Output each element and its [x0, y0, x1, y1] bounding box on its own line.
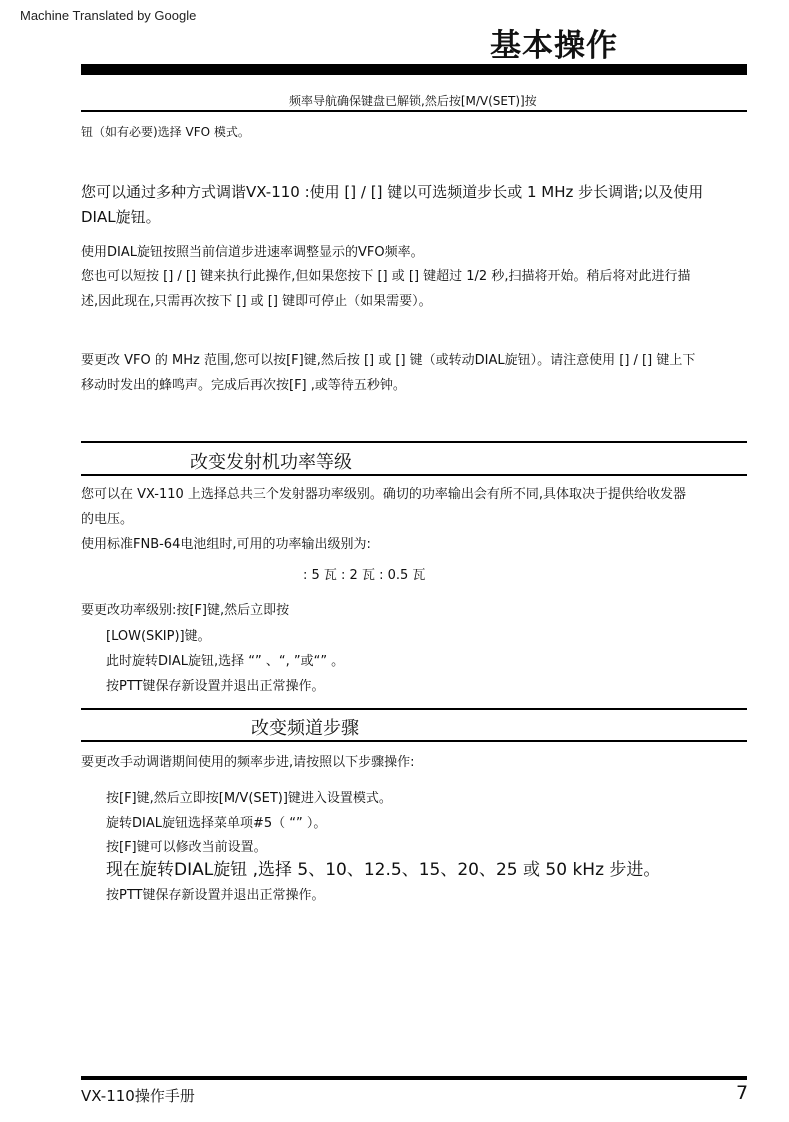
power-line1: 您可以在 VX-110 上选择总共三个发射器功率级别。确切的功率输出会有所不同,具体取决于提供给收发器 — [81, 487, 687, 502]
step-section-top-rule — [81, 708, 747, 710]
power-line2: 的电压。 — [81, 512, 134, 527]
channel-step-4: 现在旋转DIAL旋钮 ,选择 5、10、12.5、15、20、25 或 50 kHz 步进。 — [106, 860, 661, 880]
power-section-bottom-rule — [81, 474, 747, 476]
channel-step-1: 按[F]键,然后立即按[M/V(SET)]键进入设置模式。 — [106, 791, 392, 806]
mhz-line1: 要更改 VFO 的 MHz 范围,您可以按[F]键,然后按 [] 或 [] 键（或转动DIAL旋钮）。请注意使用 [] / [] 键上下 — [81, 353, 696, 368]
power-step-1: [LOW(SKIP)]键。 — [106, 629, 211, 644]
footer-rule — [81, 1076, 747, 1080]
power-step-intro: 要更改功率级别:按[F]键,然后立即按 — [81, 603, 290, 618]
channel-step-5: 按PTT键保存新设置并退出正常操作。 — [106, 888, 325, 903]
step-section-heading: 改变频道步骤 — [251, 718, 359, 739]
mhz-line2: 移动时发出的蜂鸣声。完成后再次按[F] ,或等待五秒钟。 — [81, 378, 406, 393]
dial-line1: 使用DIAL旋钮按照当前信道步进速率调整显示的VFO频率。 — [81, 245, 424, 260]
machine-translation-watermark: Machine Translated by Google — [20, 8, 197, 23]
channel-step-2: 旋转DIAL旋钮选择菜单项#5（ “” ）。 — [106, 816, 327, 831]
power-section-top-rule — [81, 441, 747, 443]
footer-manual-title: VX-110操作手册 — [81, 1087, 195, 1105]
power-section-heading: 改变发射机功率等级 — [190, 452, 352, 473]
page-number: 7 — [736, 1082, 749, 1104]
intro-line2: DIAL旋钮。 — [81, 208, 161, 226]
power-levels: : 5 瓦 : 2 瓦 : 0.5 瓦 — [303, 568, 426, 583]
power-line3: 使用标准FNB-64电池组时,可用的功率输出级别为: — [81, 537, 371, 552]
header-thick-rule — [81, 64, 747, 75]
top-note-line1: 频率导航确保键盘已解锁,然后按[M/V(SET)]按 — [289, 94, 537, 108]
intro-line1: 您可以通过多种方式调谐VX-110 :使用 [] / [] 键以可选频道步长或 1 MHz 步长调谐;以及使用 — [81, 183, 704, 201]
top-note-rule — [81, 110, 747, 112]
power-step-3: 按PTT键保存新设置并退出正常操作。 — [106, 679, 325, 694]
power-step-2: 此时旋转DIAL旋钮,选择 “” 、“, ”或“” 。 — [106, 654, 345, 669]
page-title: 基本操作 — [490, 28, 618, 64]
step-section-bottom-rule — [81, 740, 747, 742]
channel-step-3: 按[F]键可以修改当前设置。 — [106, 840, 267, 855]
top-note-line2: 钮（如有必要)选择 VFO 模式。 — [81, 125, 250, 139]
dial-line3: 述,因此现在,只需再次按下 [] 或 [] 键即可停止（如果需要）。 — [81, 294, 432, 309]
step-intro: 要更改手动调谐期间使用的频率步进,请按照以下步骤操作: — [81, 755, 415, 770]
dial-line2: 您也可以短按 [] / [] 键来执行此操作,但如果您按下 [] 或 [] 键超过 1/2 秒,扫描将开始。稍后将对此进行描 — [81, 269, 691, 284]
